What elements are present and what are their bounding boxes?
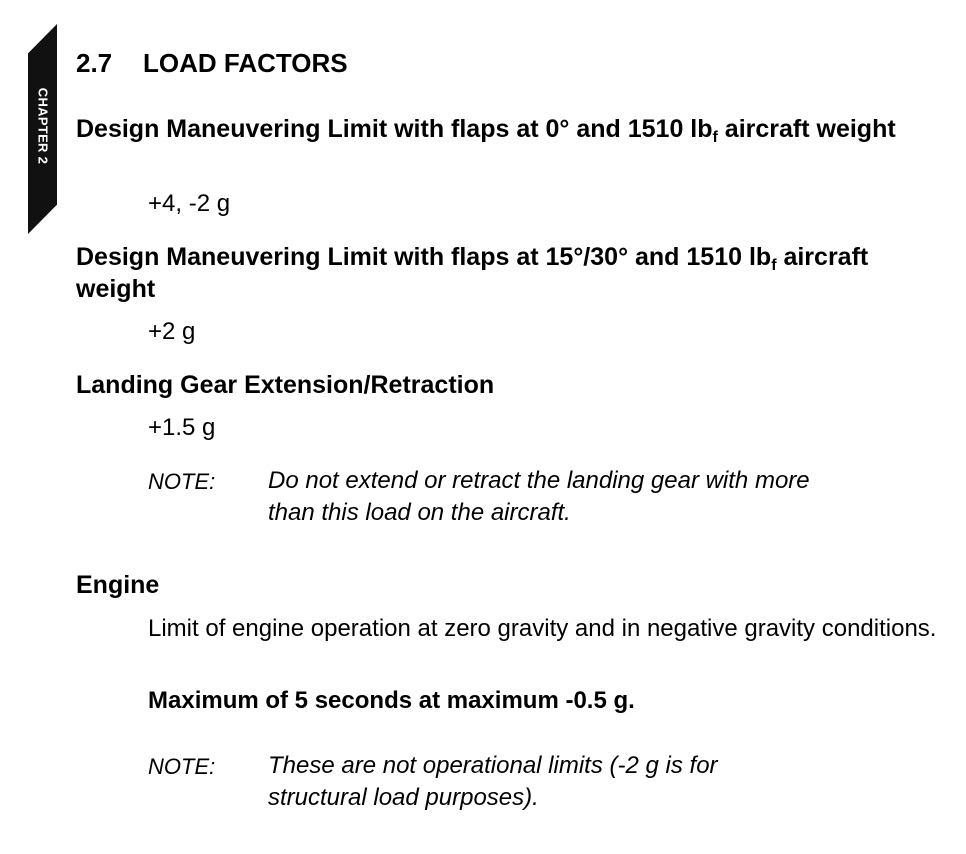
landing-gear-heading: Landing Gear Extension/Retraction [76,371,495,399]
maneuvering-15-30-heading-main: Design Maneuvering Limit with flaps at 15°/30° and 1510 lb [76,243,772,271]
engine-limit: Maximum of 5 seconds at maximum -0.5 g. [148,687,635,714]
maneuvering-15-30-heading [76,241,896,305]
maneuvering-0-heading-tail: aircraft weight [717,115,896,143]
landing-gear-note-label: NOTE: [148,469,216,494]
maneuvering-15-30-value: +2 g [148,318,196,345]
engine-note-text: These are not operational limits (-2 g is for structural load purposes). [268,752,718,811]
chapter-tab-label: CHAPTER 2 [35,87,51,165]
engine-description: Limit of engine operation at zero gravity and in negative gravity conditions. [148,615,937,642]
maneuvering-0-value: +4, -2 g [148,190,231,217]
maneuvering-0-heading [76,113,896,145]
landing-gear-value: +1.5 g [148,414,216,441]
engine-note-label: NOTE: [148,754,216,779]
engine-heading: Engine [76,571,160,599]
maneuvering-0-heading-subscript: f [712,129,718,146]
maneuvering-15-30-heading-tail: aircraft weight [76,243,869,303]
landing-gear-note-text: Do not extend or retract the landing gear with more than this load on the aircraft. [268,467,810,526]
section-number: 2.7 [76,48,113,78]
section-title-text: LOAD FACTORS [143,48,348,78]
maneuvering-0-heading-main: Design Maneuvering Limit with flaps at 0° and 1510 lb [76,115,713,143]
section-title [76,48,348,79]
maneuvering-15-30-heading-subscript: f [771,257,777,274]
